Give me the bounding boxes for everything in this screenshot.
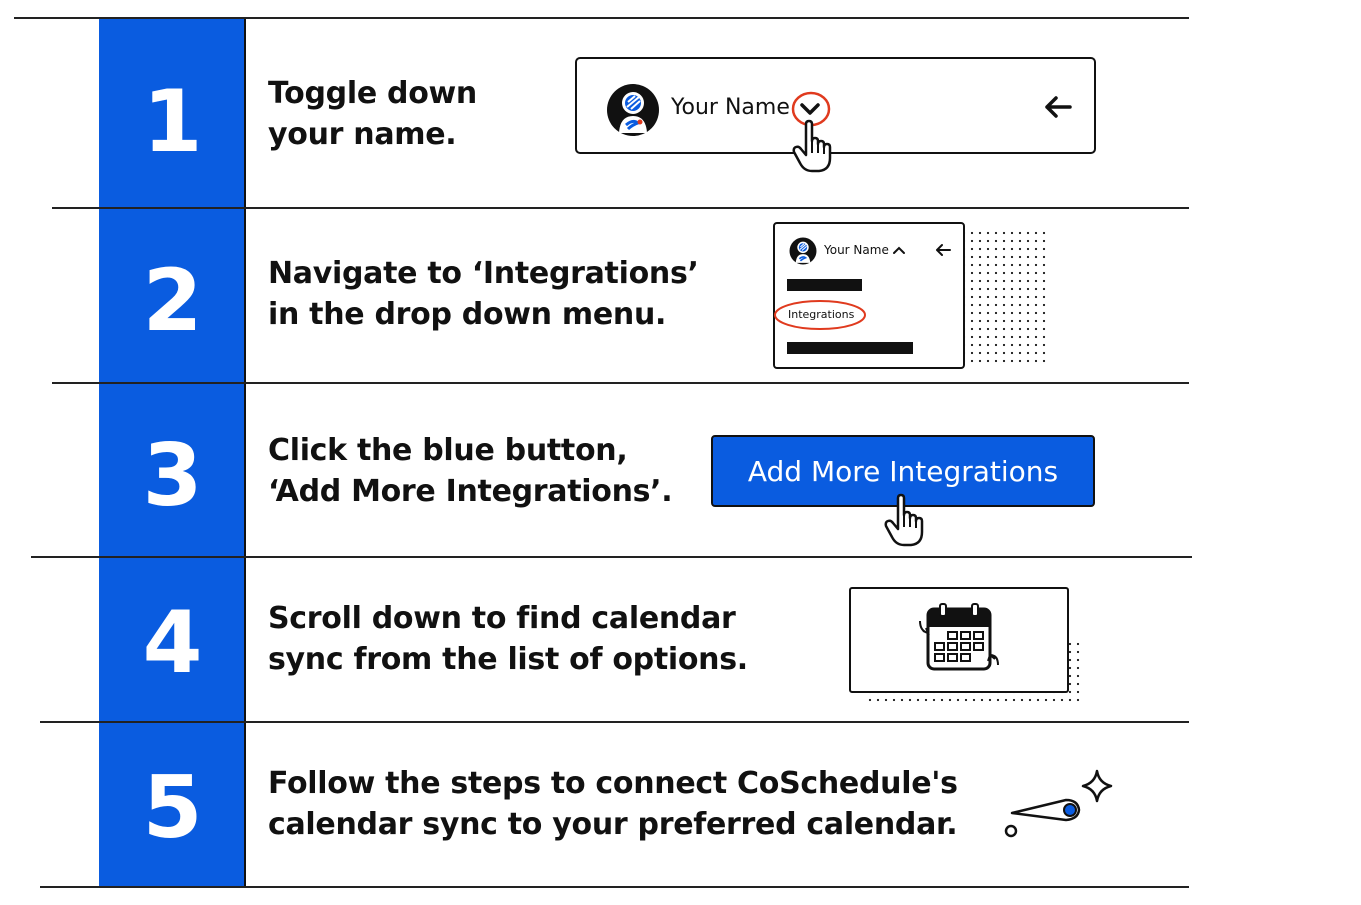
avatar-icon <box>606 83 660 137</box>
back-arrow-icon[interactable] <box>1042 93 1074 121</box>
sparkle-icon <box>1081 769 1113 803</box>
menu-item-placeholder-1[interactable] <box>787 279 862 291</box>
step-3-line-2: ‘Add More Integrations’. <box>268 474 673 509</box>
step-4-text <box>268 598 748 680</box>
step-3-text <box>268 430 672 512</box>
step-4-line-1: Scroll down to find calendar <box>268 601 736 636</box>
profile-name: Your Name <box>671 95 790 120</box>
pointer-hand-icon-2 <box>884 494 924 548</box>
step-5-line-2: calendar sync to your preferred calendar. <box>268 807 958 842</box>
step-3-line-1: Click the blue button, <box>268 433 628 468</box>
menu-item-placeholder-2[interactable] <box>787 342 913 354</box>
row-divider-3 <box>31 556 1192 558</box>
row-divider-bottom <box>40 886 1189 888</box>
step-4-line-2: sync from the list of options. <box>268 642 748 677</box>
dotted-shadow-2 <box>960 229 1046 367</box>
step-number-5: 5 <box>142 758 203 858</box>
step-2-line-1: Navigate to ‘Integrations’ <box>268 256 699 291</box>
menu-item-integrations[interactable]: Integrations <box>788 308 855 321</box>
row-divider-2 <box>52 382 1189 384</box>
step-1-text <box>268 73 477 155</box>
row-divider-top <box>14 17 1189 19</box>
step-5-line-1: Follow the steps to connect CoSchedule's <box>268 766 958 801</box>
pointer-hand-icon <box>792 120 832 174</box>
step-number-4: 4 <box>142 593 203 693</box>
step-number-3: 3 <box>142 426 203 526</box>
step-1-line-1: Toggle down <box>268 76 477 111</box>
row-divider-4 <box>40 721 1189 723</box>
calendar-sync-icon <box>918 603 1000 675</box>
step-number-2: 2 <box>142 251 203 351</box>
add-more-integrations-button[interactable]: Add More Integrations <box>711 435 1095 507</box>
step-2-line-2: in the drop down menu. <box>268 297 667 332</box>
row-divider-1 <box>52 207 1189 209</box>
dropdown-name: Your Name <box>824 243 889 257</box>
step-1-line-2: your name. <box>268 117 457 152</box>
dropdown-avatar-icon <box>789 237 817 265</box>
step-2-text <box>268 253 699 335</box>
step-number-1: 1 <box>142 72 203 172</box>
chevron-up-icon[interactable] <box>892 244 906 256</box>
dropdown-back-arrow-icon[interactable] <box>934 242 952 258</box>
step-5-text <box>268 763 958 845</box>
